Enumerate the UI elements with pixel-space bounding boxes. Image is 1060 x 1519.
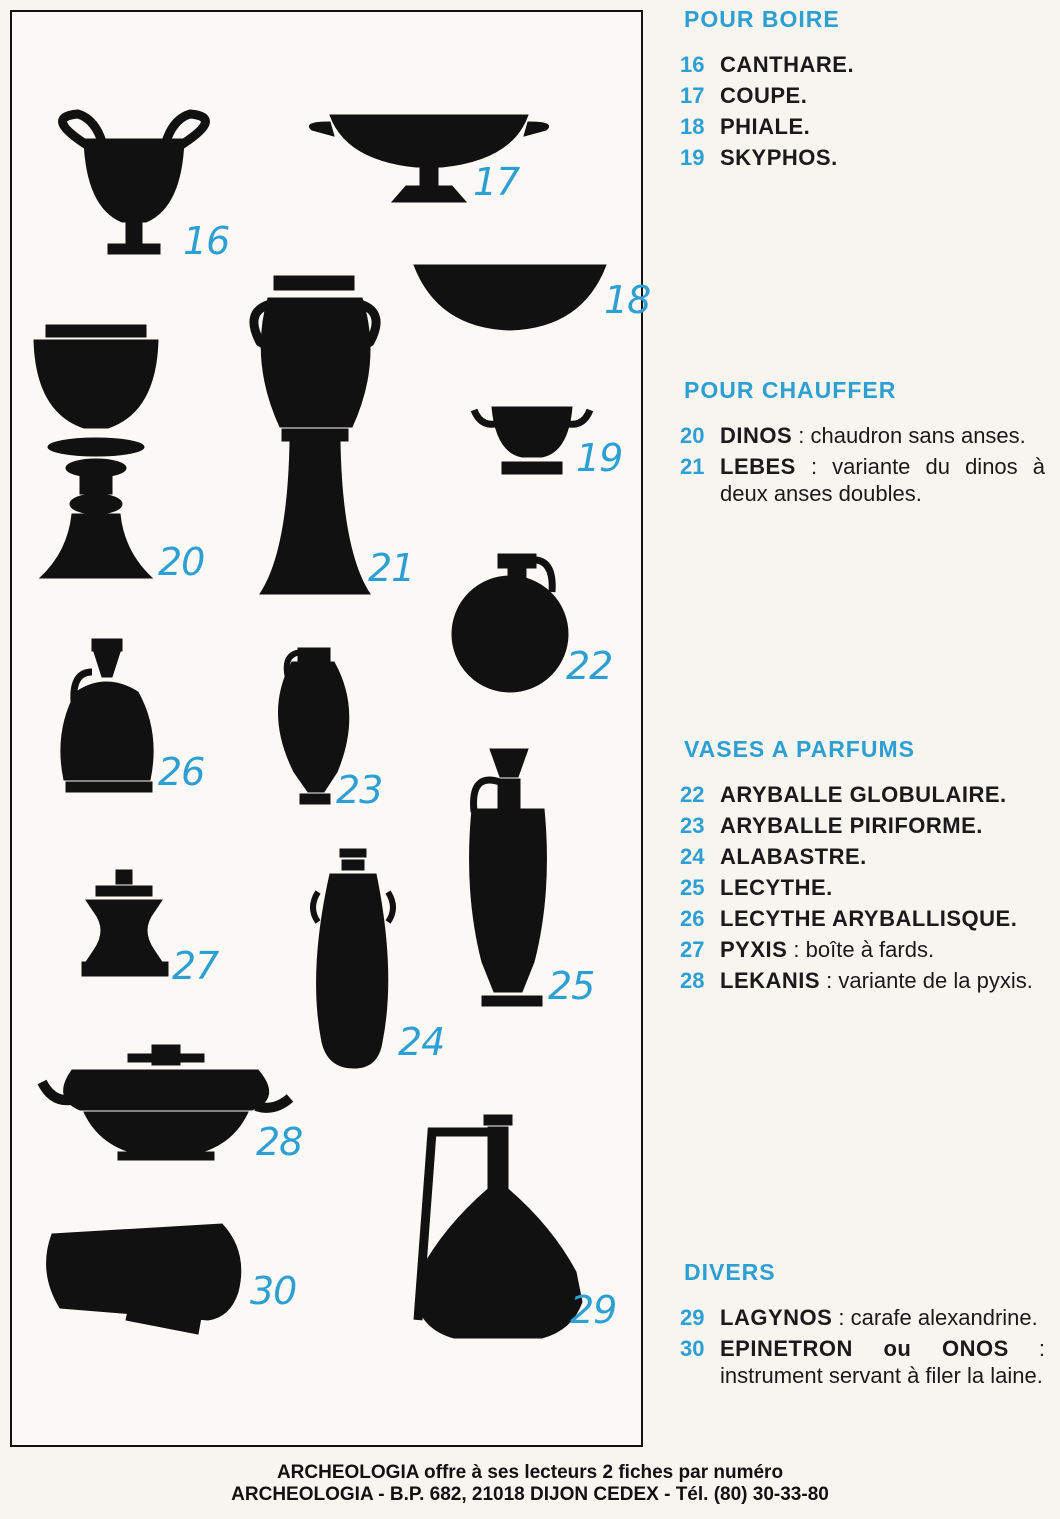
entry-number: 16: [680, 52, 705, 77]
entry-text: [720, 82, 1045, 109]
entry-name: ALABASTRE.: [720, 844, 867, 869]
entry-number: 20: [680, 423, 705, 448]
figure-number: 25: [548, 964, 595, 1008]
vase-skyphos: [474, 407, 590, 474]
vase-pyxis: [82, 870, 168, 976]
list-item: [680, 936, 1045, 963]
list-item: [680, 781, 1045, 808]
entry-text: [720, 453, 1045, 507]
figure-number: 19: [576, 436, 623, 480]
entry-name: CANTHARE.: [720, 52, 855, 77]
entry-text: [720, 144, 1045, 171]
figure-number: 26: [158, 750, 205, 794]
vase-lecythe: [470, 749, 547, 1006]
vase-epinetron: [47, 1224, 241, 1334]
vase-lecythe-aryballisque: [61, 639, 153, 792]
entry-name: EPINETRON ou ONOS: [720, 1336, 1009, 1361]
entry-text: [720, 51, 1045, 78]
list-item: [680, 51, 1045, 78]
entry-number: 25: [680, 875, 705, 900]
entry-number: 17: [680, 83, 705, 108]
entry-name: PYXIS: [720, 937, 788, 962]
list-item: [680, 422, 1045, 449]
entry-name: COUPE.: [720, 83, 808, 108]
entry-text: [720, 905, 1045, 932]
entry-text: [720, 1304, 1045, 1331]
entry-name: SKYPHOS.: [720, 145, 838, 170]
entry-name: DINOS: [720, 423, 793, 448]
vase-silhouettes: [12, 12, 645, 1449]
list-item: [680, 82, 1045, 109]
list-item: [680, 453, 1045, 507]
figure-number: 20: [158, 540, 205, 584]
entry-name: LEBES: [720, 454, 796, 479]
figure-number: 24: [398, 1020, 445, 1064]
figure-number: 27: [172, 944, 219, 988]
entry-text: [720, 781, 1045, 808]
entry-number: 19: [680, 145, 705, 170]
entry-name: ARYBALLE GLOBULAIRE.: [720, 782, 1007, 807]
vase-plate: [10, 10, 651, 1447]
entry-number: 26: [680, 906, 705, 931]
list-item: [680, 967, 1045, 994]
entry-text: [720, 874, 1045, 901]
entry-number: 29: [680, 1305, 705, 1330]
vase-aryballe-globulaire: [452, 554, 568, 692]
section-vases-a-parfums: [680, 736, 1045, 998]
entry-number: 22: [680, 782, 705, 807]
list-item: [680, 144, 1045, 171]
section-pour-boire: [680, 6, 1045, 175]
list-item: [680, 1304, 1045, 1331]
entry-number: 18: [680, 114, 705, 139]
figure-number: 28: [256, 1120, 303, 1164]
vase-dinos: [34, 325, 158, 578]
list-item: [680, 905, 1045, 932]
list-item: [680, 812, 1045, 839]
entry-name: LECYTHE.: [720, 875, 833, 900]
section-divers: [680, 1259, 1045, 1393]
entry-text: [720, 936, 1045, 963]
entry-text: [720, 967, 1045, 994]
entry-description: : chaudron sans anses.: [792, 423, 1026, 448]
list-item: [680, 843, 1045, 870]
entry-description: : boîte à fards.: [787, 937, 935, 962]
footer-line-2: ARCHEOLOGIA - B.P. 682, 21018 DIJON CEDEX - Tél. (80) 30-33-80: [231, 1484, 829, 1505]
vase-lebes: [254, 276, 376, 594]
entry-description: : carafe alexandrine.: [832, 1305, 1038, 1330]
entry-text: [720, 422, 1045, 449]
entry-number: 27: [680, 937, 705, 962]
figure-number: 23: [336, 768, 383, 812]
vase-lagynos: [416, 1115, 582, 1338]
section-title: POUR CHAUFFER: [684, 377, 897, 403]
list-item: [680, 874, 1045, 901]
entry-number: 28: [680, 968, 705, 993]
entry-name: ARYBALLE PIRIFORME.: [720, 813, 983, 838]
figure-number: 17: [473, 160, 520, 204]
list-item: [680, 113, 1045, 140]
entry-name: PHIALE.: [720, 114, 811, 139]
entry-number: 24: [680, 844, 705, 869]
figure-number: 22: [566, 644, 613, 688]
vase-alabastre: [313, 849, 393, 1068]
figure-number: 29: [570, 1288, 617, 1332]
section-pour-chauffer: [680, 377, 1045, 511]
figure-number: 18: [604, 278, 651, 322]
figure-number: 21: [368, 546, 415, 590]
entry-text: [720, 812, 1045, 839]
entry-number: 21: [680, 454, 705, 479]
entry-number: 23: [680, 813, 705, 838]
section-title: POUR BOIRE: [684, 6, 840, 32]
entry-text: [720, 113, 1045, 140]
entry-text: [720, 1335, 1045, 1389]
entry-number: 30: [680, 1336, 705, 1361]
entry-description: : variante du dinos à deux anses doubles.: [720, 454, 1045, 506]
entry-name: LAGYNOS: [720, 1305, 833, 1330]
footer-line-1: ARCHEOLOGIA offre à ses lecteurs 2 fiches par numéro: [276, 1462, 784, 1483]
section-title: VASES A PARFUMS: [684, 736, 915, 762]
figure-number: 16: [183, 219, 230, 263]
section-title: DIVERS: [684, 1259, 776, 1285]
list-item: [680, 1335, 1045, 1389]
figure-number: 30: [250, 1269, 297, 1313]
entry-description: : instrument servant à filer la laine.: [720, 1336, 1045, 1388]
vase-lekanis: [42, 1045, 290, 1160]
entry-text: [720, 843, 1045, 870]
entry-name: LECYTHE ARYBALLISQUE.: [720, 906, 1018, 931]
entry-description: : variante de la pyxis.: [820, 968, 1033, 993]
entry-name: LEKANIS: [720, 968, 821, 993]
vase-phiale: [414, 265, 606, 330]
